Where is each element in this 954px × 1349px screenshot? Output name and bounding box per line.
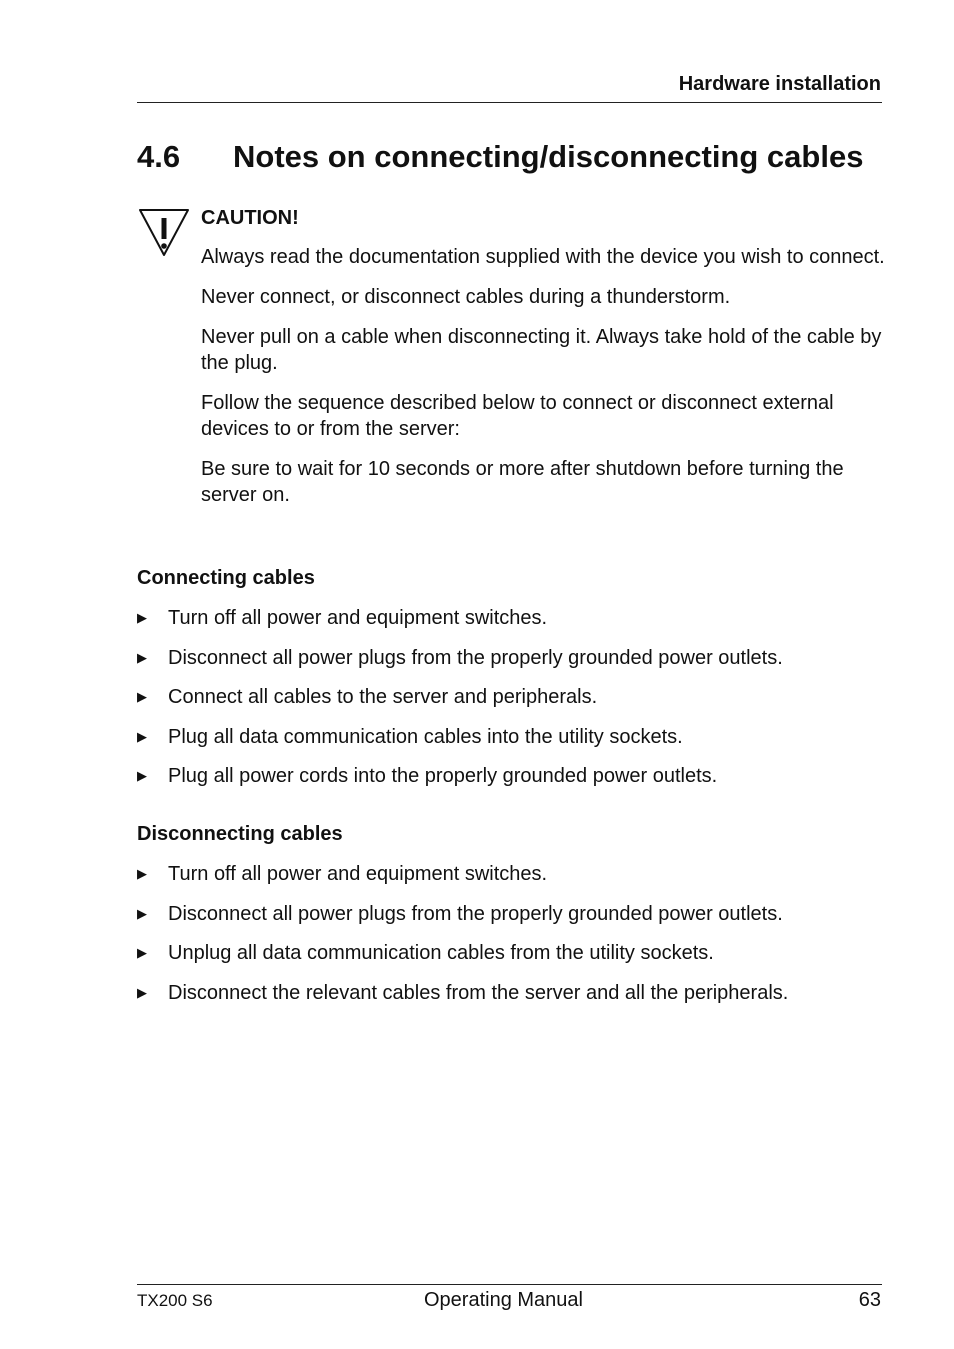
step-text: Connect all cables to the server and peripherals. [168, 686, 598, 708]
caution-paragraph: Never connect, or disconnect cables during a thunderstorm. [201, 286, 731, 308]
step-text: Unplug all data communication cables from the utility sockets. [168, 942, 714, 964]
caution-paragraph: Follow the sequence described below to connect or disconnect external devices to or from the server: [201, 392, 834, 440]
disconnecting-cables-heading: Disconnecting cables [137, 823, 343, 845]
step-text: Disconnect all power plugs from the properly grounded power outlets. [168, 646, 783, 669]
section-title: Notes on connecting/disconnecting cables [233, 139, 864, 174]
triangle-right-icon: ▶ [137, 945, 147, 960]
triangle-right-icon: ▶ [137, 610, 147, 625]
header-rule [137, 102, 882, 103]
step-text: Turn off all power and equipment switches. [168, 863, 548, 885]
caution-paragraph: Be sure to wait for 10 seconds or more after shutdown before turning the server on. [201, 458, 844, 506]
running-header: Hardware installation [678, 73, 881, 95]
triangle-right-icon: ▶ [137, 866, 147, 881]
triangle-right-icon: ▶ [137, 689, 147, 704]
step-text: Disconnect the relevant cables from the server and all the peripherals. [168, 981, 789, 1004]
footer-rule [137, 1284, 882, 1285]
caution-title: CAUTION! [201, 207, 299, 229]
step-text: Turn off all power and equipment switches. [168, 607, 548, 629]
caution-paragraph: Never pull on a cable when disconnecting it. Always take hold of the cable by the plug. [201, 326, 882, 374]
triangle-right-icon: ▶ [137, 984, 147, 1000]
section-number: 4.6 [137, 139, 181, 174]
footer-product: TX200 S6 [137, 1291, 213, 1310]
footer-manual-title: Operating Manual [424, 1289, 583, 1311]
triangle-right-icon: ▶ [137, 768, 147, 783]
step-text: Plug all data communication cables into the utility sockets. [168, 725, 683, 748]
triangle-right-icon: ▶ [137, 905, 147, 921]
triangle-right-icon: ▶ [137, 649, 147, 665]
step-text: Plug all power cords into the properly grounded power outlets. [168, 765, 718, 787]
connecting-cables-heading: Connecting cables [137, 567, 315, 589]
step-text: Disconnect all power plugs from the properly grounded power outlets. [168, 902, 783, 925]
caution-paragraph: Always read the documentation supplied with the device you wish to connect. [201, 246, 885, 268]
page-number: 63 [858, 1289, 881, 1311]
section-heading [137, 138, 863, 176]
triangle-right-icon: ▶ [137, 728, 147, 744]
warning-triangle-icon [137, 207, 191, 259]
caution-block [201, 205, 891, 522]
